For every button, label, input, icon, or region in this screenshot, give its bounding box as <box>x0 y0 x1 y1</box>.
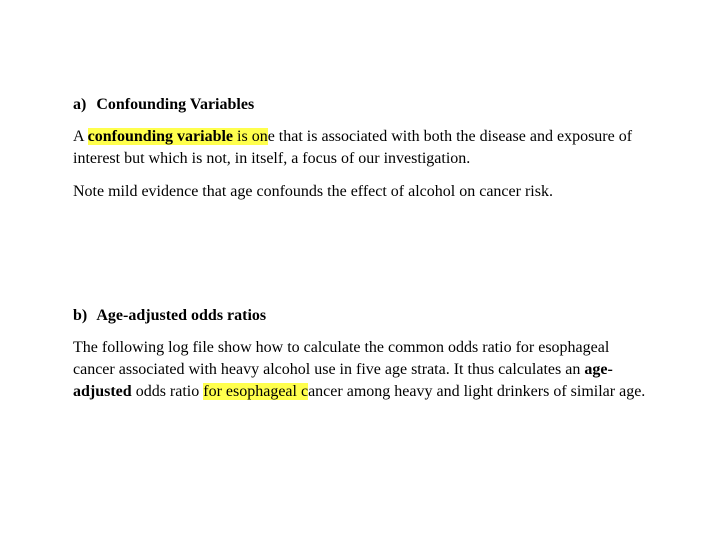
age-adjusted-term: age-adjusted <box>73 361 613 400</box>
section-a-label: a) <box>73 96 87 113</box>
age-confounding-note: Note mild evidence that age confounds the effect of alcohol on cancer risk. <box>73 183 553 200</box>
highlighted-text-continued: is on <box>233 128 268 145</box>
section-a-heading <box>73 94 653 116</box>
para-text: A <box>73 128 88 145</box>
para-text-continued: e that is associated with both the disease and exposure of interest but which is not, in itself, a focus of our investigation. <box>73 128 633 167</box>
section-b-heading <box>73 305 653 327</box>
confounding-definition-paragraph <box>73 126 653 170</box>
para-text: The following log file show how to calculate the common odds ratio for esophageal cancer associated with heavy alcohol use in five age strata. It thus calculates an <box>73 339 610 378</box>
para-text-mid: odds ratio <box>131 383 204 400</box>
highlighted-text: for esophageal c <box>203 383 309 400</box>
section-a-title: Confounding Variables <box>96 96 255 113</box>
para-text-continued: ancer among heavy and light drinkers of similar age. <box>308 383 646 400</box>
confounding-variable-term: confounding variable <box>87 128 234 145</box>
highlighted-text <box>88 128 268 145</box>
odds-ratio-paragraph <box>73 337 653 403</box>
section-b-title: Age-adjusted odds ratios <box>96 307 267 324</box>
section-b-label: b) <box>73 307 88 324</box>
